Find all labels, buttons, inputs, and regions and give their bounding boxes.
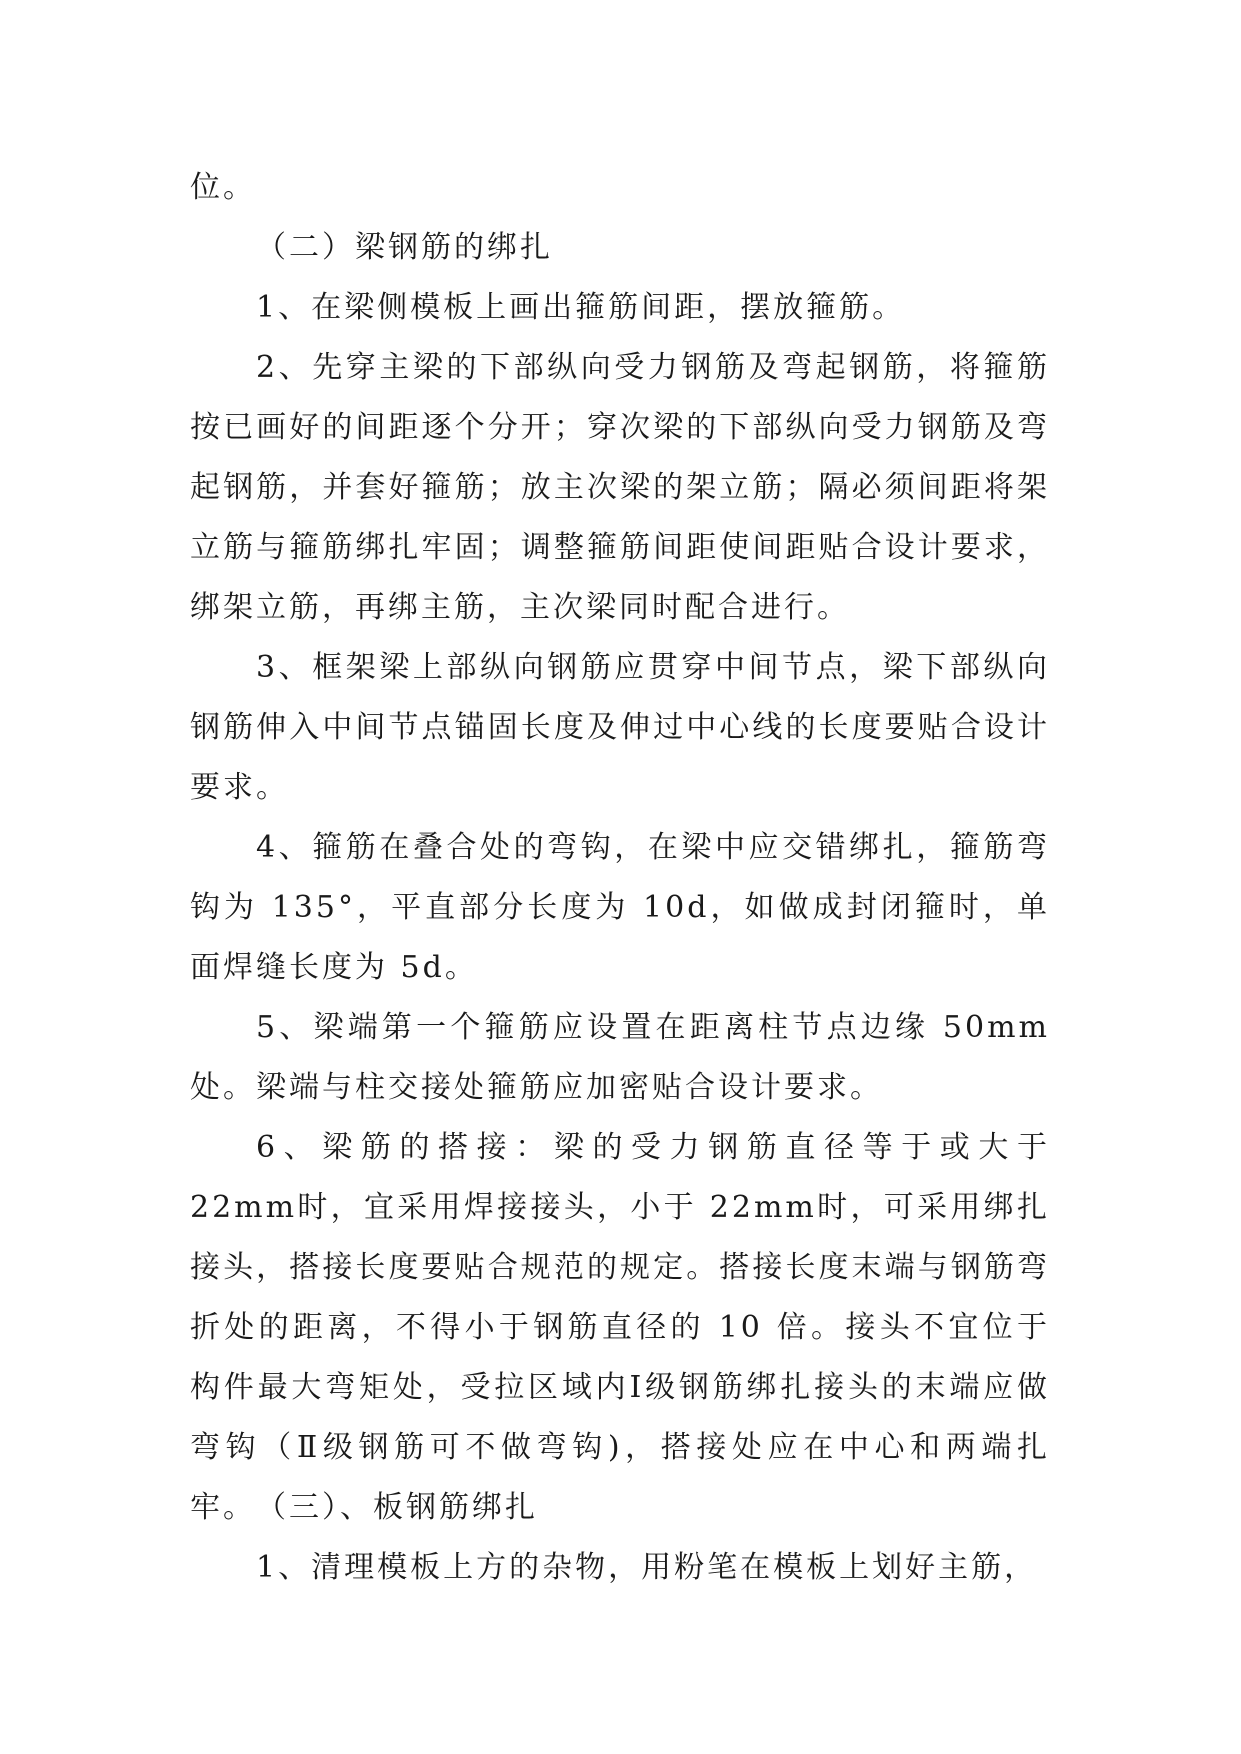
section-heading-slab-rebar: （三）、板钢筋绑扎 bbox=[256, 1490, 538, 1525]
paragraph-item-5: 5、梁端第一个箍筋应设置在距离柱节点边缘 50mm处。梁端与柱交接处箍筋应加密贴合设计要求。 bbox=[190, 1010, 1050, 1105]
section-heading-beam-rebar: （二）梁钢筋的绑扎 bbox=[256, 230, 553, 265]
paragraph-item-1: 1、在梁侧模板上画出箍筋间距，摆放箍筋。 bbox=[256, 290, 906, 325]
paragraph-continuation: 位。 bbox=[190, 170, 256, 205]
paragraph-slab-item-1: 1、清理模板上方的杂物，用粉笔在模板上划好主筋， bbox=[256, 1550, 1038, 1585]
paragraph-item-4: 4、箍筋在叠合处的弯钩，在梁中应交错绑扎，箍筋弯钩为 135°，平直部分长度为 10d，如做成封闭箍时，单面焊缝长度为 5d。 bbox=[190, 830, 1050, 985]
paragraph-item-6: 6、梁筋的搭接：梁的受力钢筋直径等于或大于 22mm时，宜采用焊接接头，小于 22mm时，可采用绑扎接头，搭接长度要贴合规范的规定。搭接长度末端与钢筋弯折处的距离，不得小于钢筋直径的 10 倍。接头不宜位于构件最大弯矩处，受拉区域内Ⅰ级钢筋绑扎接头的末端应做弯钩（Ⅱ级钢筋可不做弯钩)，搭接处应在中心和两端扎牢。 bbox=[190, 1130, 1050, 1525]
paragraph-item-2: 2、先穿主梁的下部纵向受力钢筋及弯起钢筋，将箍筋按已画好的间距逐个分开；穿次梁的下部纵向受力钢筋及弯起钢筋，并套好箍筋；放主次梁的架立筋；隔必须间距将架立筋与箍筋绑扎牢固；调整箍筋间距使间距贴合设计要求，绑架立筋，再绑主筋，主次梁同时配合进行。 bbox=[190, 350, 1050, 625]
paragraph-item-3: 3、框架梁上部纵向钢筋应贯穿中间节点，梁下部纵向钢筋伸入中间节点锚固长度及伸过中心线的长度要贴合设计要求。 bbox=[190, 650, 1050, 805]
